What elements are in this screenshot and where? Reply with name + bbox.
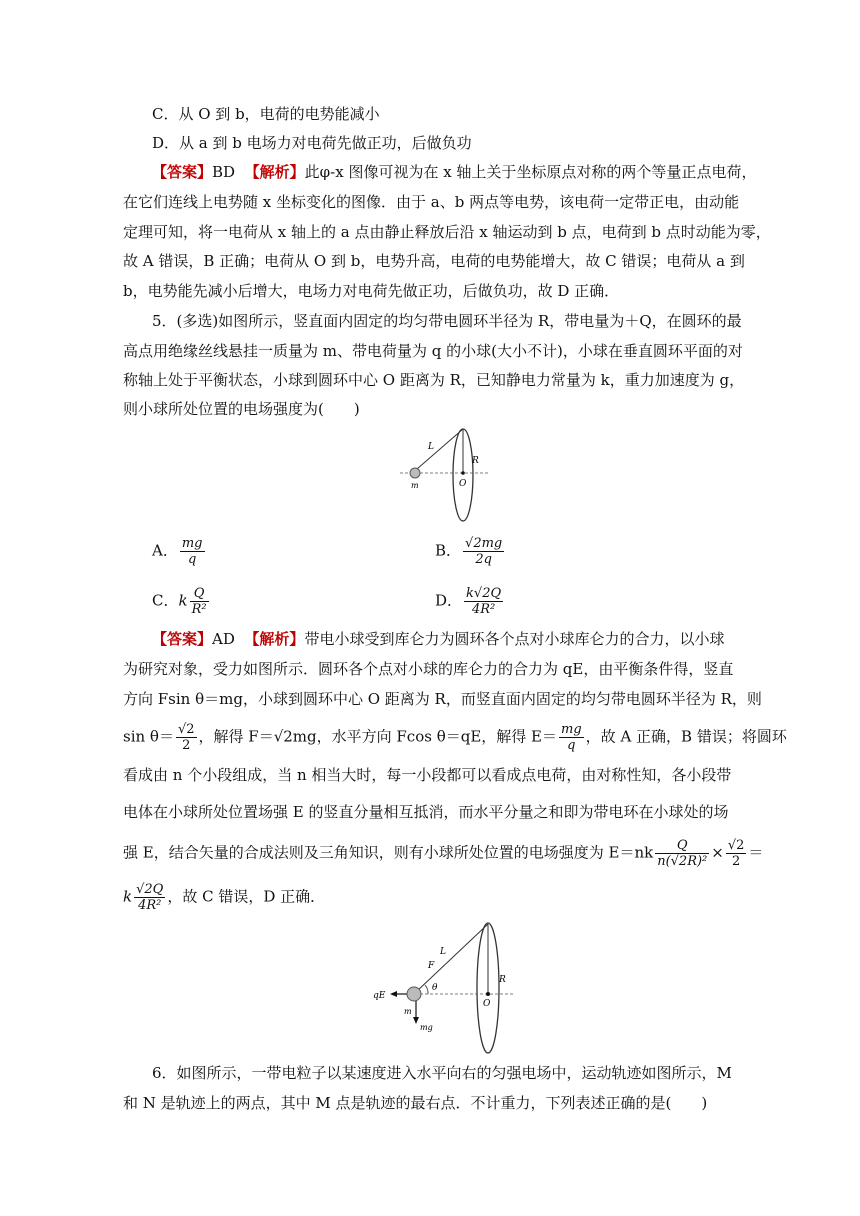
label-l: L [428,442,434,452]
label-o: O [459,479,467,489]
q4-analysis-line: 在它们连线上电势随 x 坐标变化的图像．由于 a、b 两点等电势，该电荷一定带正电，由动能 [123,193,740,211]
q5-answer-line [152,628,772,650]
label-f: F [428,961,435,971]
numerator: √2 [727,838,745,853]
option-label: B． [435,541,462,560]
ball-icon [410,468,420,478]
coefficient: k [123,887,133,906]
arrow-head-icon [413,1017,419,1024]
option-label: D． [435,591,463,610]
fraction [726,838,747,869]
fraction [190,586,209,617]
fraction [180,536,205,567]
numerator: mg [561,722,582,737]
denominator: 4R² [138,898,162,913]
fraction [464,586,503,617]
denominator: 2 [732,854,741,869]
q4-analysis-line: 故 A 错误，B 正确；电荷从 O 到 b，电势升高，电荷的电势能增大，故 C 错误；电荷从 a 到 [123,252,745,270]
center-point [461,471,465,475]
numerator: √2Q [136,882,164,897]
q5-option-a [152,536,207,567]
ring-figure-1 [395,425,505,525]
q4-analysis-line: 定理可知，将一电荷从 x 轴上的 a 点由静止释放后沿 x 轴运动到 b 点，电荷到 b 点时动能为零， [123,223,771,241]
label-m: m [411,481,419,490]
q5-option-c [152,586,211,617]
label-r: R [472,456,479,466]
denominator: q [188,552,197,567]
text-run: sin θ＝ [123,727,174,746]
analysis-tag: 【解析】 [244,630,305,648]
label-r: R [499,975,506,985]
fraction [655,838,709,869]
q4-answer-line [152,161,772,183]
fraction [134,882,165,913]
arrow-head-icon [390,991,397,997]
q5-answer: AD [212,630,235,648]
fraction [559,722,584,753]
q5-option-b [435,536,506,567]
label-m: m [404,1007,412,1016]
fraction [176,722,197,753]
analysis-tag: 【解析】 [244,163,305,181]
numerator: Q [190,586,209,602]
ring-figure-2 [370,918,520,1056]
text-run: ，解得 F＝√2mg，水平方向 Fcos θ＝qE，解得 E＝ [198,727,558,746]
coefficient: k [178,591,188,610]
option-label: C． [152,591,179,610]
q6-stem-line: 6．如图所示，一带电粒子以某速度进入水平向右的匀强电场中，运动轨迹如图所示，M [152,1064,732,1082]
q4-answer: BD [212,163,236,181]
q5-analysis-line [123,882,743,913]
numerator: √2mg [465,536,503,551]
q5-stem-line: 高点用绝缘丝线悬挂一质量为 m、带电荷量为 q 的小球(大小不计)，小球在垂直圆环平面的对 [123,342,743,360]
numerator: Q [655,838,709,854]
q5-analysis-line: 电体在小球所处位置场强 E 的竖直分量相互抵消，而水平分量之和即为带电环在小球处的场 [123,803,729,821]
q4-option-c: C．从 O 到 b，电荷的电势能减小 [152,105,380,123]
center-point [486,992,490,996]
option-label: A． [152,541,178,560]
q5-stem-line: 称轴上处于平衡状态，小球到圆环中心 O 距离为 R，已知静电力常量为 k，重力加速度为 g， [123,371,745,389]
denominator: 2 [182,738,191,753]
label-theta: θ [432,983,438,993]
numerator: mg [181,536,203,551]
theta-arc [425,985,428,994]
q5-stem-line: 则小球所处位置的电场强度为( ) [123,400,360,418]
ball-icon [407,987,421,1001]
q5-analysis-line [123,722,787,753]
q5-option-d [435,586,505,617]
q5-stem-line: 5．(多选)如图所示，竖直面内固定的均匀带电圆环半径为 R，带电量为＋Q，在圆环的最 [152,312,742,330]
answer-tag: 【答案】 [152,163,213,181]
text-run: 强 E，结合矢量的合成法则及三角知识，则有小球所处位置的电场强度为 E＝nk [123,843,654,862]
q5-analysis-line: 方向 Fsin θ＝mg，小球到圆环中心 O 距离为 R，而竖直面内固定的均匀带电圆环半径为 R，则 [123,690,762,708]
text-run: ，故 A 正确，B 错误；将圆环 [585,727,787,746]
label-mg: mg [420,1023,433,1032]
denominator: 2q [475,552,492,567]
denominator: R² [191,602,207,617]
denominator: q [567,738,576,753]
silk-thread [417,429,463,469]
text-run: ，故 C 错误，D 正确． [167,887,326,906]
q4-analysis-line: b，电势能先减小后增大，电场力对电荷先做正功，后做负功，故 D 正确． [123,282,620,300]
numerator: k√2Q [466,586,502,601]
denominator: 4R² [471,602,496,617]
answer-tag: 【答案】 [152,630,213,648]
q5-analysis-line: 看成由 n 个小段组成，当 n 相当大时，每一小段都可以看成点电荷，由对称性知，各小段带 [123,766,732,784]
text-run: × [711,843,724,862]
label-o: O [483,999,491,1009]
numerator: √2 [177,722,195,737]
q5-analysis-line: 为研究对象，受力如图所示．圆环各个点对小球的库仑力的合力为 qE，由平衡条件得，竖直 [123,660,734,678]
q4-option-d: D．从 a 到 b 电场力对电荷先做正功，后做负功 [152,134,472,152]
q5-analysis-line: 带电小球受到库仑力为圆环各个点对小球库仑力的合力，以小球 [304,630,725,648]
q4-analysis-line: 此φ-x 图像可视为在 x 轴上关于坐标原点对称的两个等量正点电荷， [304,163,757,181]
label-l: L [440,947,446,957]
label-qe: qE [373,991,386,1001]
text-run: ＝ [748,843,764,862]
q6-stem-line: 和 N 是轨迹上的两点，其中 M 点是轨迹的最右点．不计重力，下列表述正确的是( ) [123,1094,708,1112]
denominator: n(√2R)² [657,854,708,869]
q5-analysis-line [123,838,764,869]
fraction [463,536,504,567]
